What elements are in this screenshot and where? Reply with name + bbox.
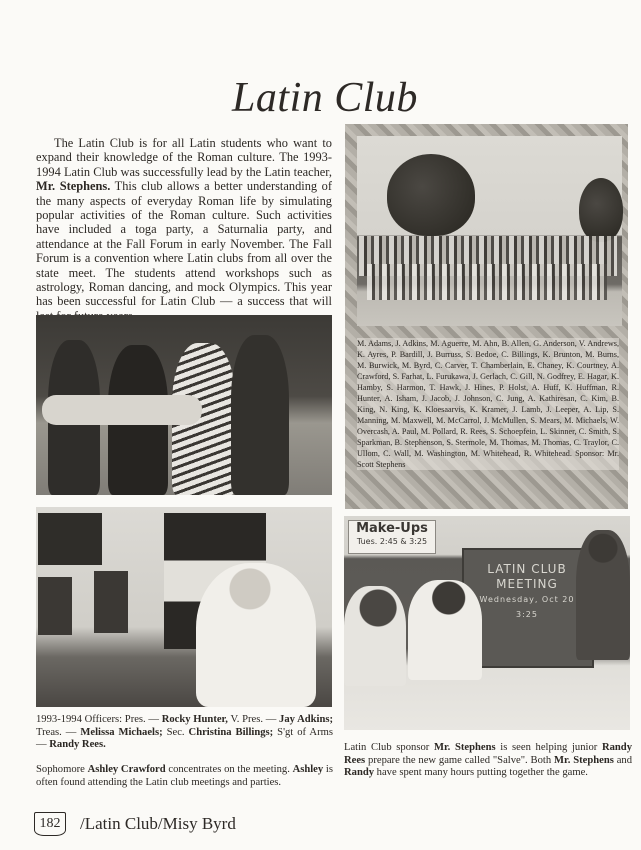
caption-bold-name: Ashley [292, 764, 324, 775]
page-number-shield-icon [34, 812, 66, 836]
officers-text: Sec. [162, 726, 189, 738]
sophomore-photo [36, 507, 332, 707]
board-line-1: LATIN CLUB [487, 562, 567, 576]
group-photo-frame [345, 124, 628, 509]
caption-text: is often found attending the Latin club meetings and parties. [36, 764, 333, 788]
officer-sergeant-at-arms: Randy Rees. [49, 739, 106, 751]
intro-paragraph [36, 136, 332, 323]
sign-title: Make-Ups [356, 521, 428, 536]
caption-text: have spent many hours putting together the game. [374, 767, 588, 779]
officers-text: S'gt of Arms — [36, 726, 333, 751]
caption-bold-name: Randy Rees [344, 742, 632, 766]
page-title: Latin Club [232, 75, 418, 121]
caption-text: Latin Club sponsor [344, 742, 434, 753]
member-roster: M. Adams, J. Adkins, M. Aguerre, M. Ahn, B. Allen, G. Anderson, V. Andrews, K. Ayres, P. Bardill, J. Burruss, S. Bedoe, C. Billings, K. Brunton, M. Burns, M. Burwick, M. Byrd, C. Carver, T. Chamberlain, E. Chaney, K. Courtney, A. Crawford, S. Farhat, L. Furukawa, J. Gerlach, C. Gill, N. Godfrey, E. Hagar, K. Hamby, S. Harmon, T. Hawk, J. Hines, P. Holst, A. Huff, K. Huffman, R. Hunter, A. Isham, J. Jacob, J. Johnson, C. Jung, A. Kathiresan, C. Kim, B. King, N. King, K. Kloesaarvis, K. Kramer, J. Lamb, J. Leeper, A. Lip, S. Manning, M. Maxwell, M. McCarrol, J. McMullen, S. Mears, M. Michaels, W. Overcash, A. Paul, M. Pollard, R. Rees, S. Schoepfein, L. Skinner, C. Smith, S. Sparkman, B. Stephenson, S. Stermole, M. Thomas, M. Thomas, C. Traylor, C. Ullom, C. Wall, M. Washington, M. Whitehead, R. Whitehead. Sponsor: Mr. Scott Stephens [357, 339, 619, 469]
toga-party-photo [36, 315, 332, 495]
caption-bold-name: Ashley Crawford [87, 764, 166, 775]
page-footer [34, 812, 236, 836]
officers-caption [36, 714, 333, 752]
officers-text: V. Pres. — [227, 714, 280, 725]
chalkboard-text [464, 562, 590, 622]
officers-text: Treas. — [36, 726, 81, 738]
caption-text: and [613, 754, 633, 766]
standing-student [576, 530, 630, 660]
make-ups-sign [348, 520, 436, 554]
caption-bold-name: Mr. Stephens [554, 754, 614, 766]
group-people-front [367, 264, 607, 300]
poster-2 [38, 577, 72, 635]
carried-student [42, 395, 202, 425]
student-4 [231, 335, 289, 495]
teacher-figure [344, 586, 406, 686]
meeting-photo [344, 516, 630, 730]
sponsor-caption [344, 742, 632, 780]
poster-1 [38, 513, 102, 565]
board-line-4: 3:25 [516, 610, 538, 619]
board-line-3: Wednesday, Oct 20 [479, 595, 575, 604]
caption-bold-name: Mr. Stephens [433, 742, 496, 753]
caption-text: prepare the new game called "Salve". Both [365, 754, 554, 766]
group-photo [357, 136, 622, 326]
poster-3 [94, 571, 128, 633]
officer-treasurer: Melissa Michaels; [80, 726, 163, 738]
caption-text: Sophomore [36, 764, 88, 775]
caption-text: is seen helping junior [495, 742, 602, 753]
sophomore-caption [36, 764, 333, 789]
board-line-2: MEETING [496, 577, 558, 591]
intro-text-2: This club allows a better understanding of the many aspects of everyday Roman life by simulating popular activities of the Roman culture. Such activities have included a toga party, a Saturnalia party, and attendance at the Fall Forum in early November. The Fall Forum is a convention where Latin clubs from all over the state meet. The students attend workshops such as astrology, Roman dancing, and mock Olympics. This year has been successful for Latin Club — a success that will [36, 179, 332, 309]
caption-bold-name: Randy [344, 767, 375, 779]
student-ashley [196, 563, 316, 707]
officer-president: Rocky Hunter, [161, 714, 228, 725]
intro-bold-teacher: Mr. Stephens. [36, 179, 111, 194]
officer-vice-president: Jay Adkins; [279, 714, 333, 725]
officer-secretary: Christina Billings; [188, 726, 274, 738]
intro-text-1: The Latin Club is for all Latin students who want to expand their knowledge of the Roman culture. The 1993-1994 Latin Club was successfully lead by the Latin teacher, [36, 136, 332, 179]
tree-left [387, 154, 475, 236]
tree-right [579, 178, 623, 242]
sign-times: Tues. 2:45 & 3:25 [356, 537, 428, 546]
officers-text: 1993-1994 Officers: Pres. — [36, 714, 162, 725]
student-randy [408, 580, 482, 680]
footer-text: /Latin Club/Misy Byrd [80, 814, 236, 833]
page-number: 182 [39, 816, 61, 831]
caption-text: concentrates on the meeting. [165, 764, 293, 775]
